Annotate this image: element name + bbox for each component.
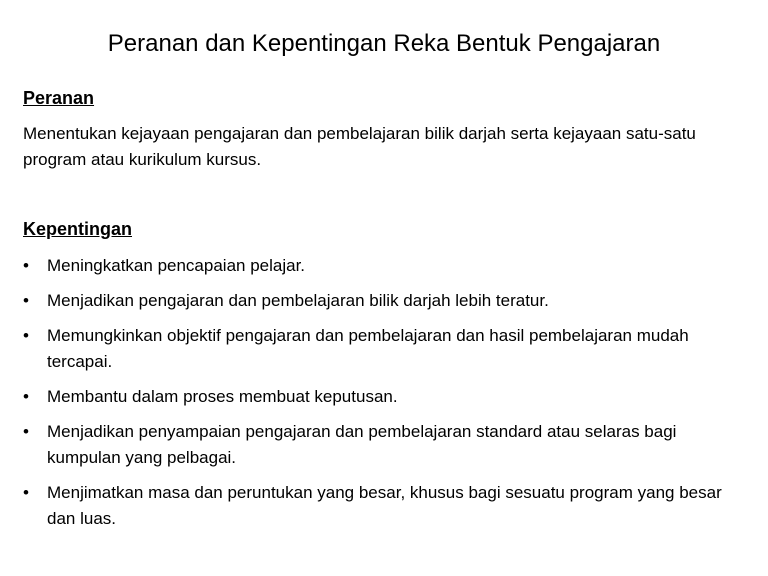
kepentingan-list (23, 253, 743, 541)
list-item (23, 253, 743, 279)
list-item (23, 480, 743, 532)
bullet-icon: • (23, 483, 29, 502)
list-item-text: Menjimatkan masa dan peruntukan yang besar, khusus bagi sesuatu program yang besar dan luas. (47, 483, 722, 528)
list-item-text: Meningkatkan pencapaian pelajar. (47, 256, 306, 275)
list-item (23, 384, 743, 410)
slide-title: Peranan dan Kepentingan Reka Bentuk Pengajaran (107, 30, 661, 57)
list-item-text: Menjadikan pengajaran dan pembelajaran bilik darjah lebih teratur. (47, 291, 549, 310)
list-item (23, 419, 743, 471)
bullet-icon: • (23, 387, 29, 406)
peranan-text: Menentukan kejayaan pengajaran dan pembelajaran bilik darjah serta kejayaan satu-satu program atau kurikulum kursus. (23, 124, 696, 169)
peranan-heading: Peranan (23, 88, 95, 108)
list-item-text: Membantu dalam proses membuat keputusan. (47, 387, 398, 406)
bullet-icon: • (23, 256, 29, 275)
list-item-text: Memungkinkan objektif pengajaran dan pembelajaran dan hasil pembelajaran mudah tercapai. (47, 326, 689, 371)
list-item-text: Menjadikan penyampaian pengajaran dan pembelajaran standard atau selaras bagi kumpulan yang pelbagai. (47, 422, 677, 467)
bullet-icon: • (23, 422, 29, 441)
bullet-icon: • (23, 291, 29, 310)
kepentingan-heading: Kepentingan (23, 219, 133, 239)
list-item (23, 323, 743, 375)
bullet-icon: • (23, 326, 29, 345)
list-item (23, 288, 743, 314)
